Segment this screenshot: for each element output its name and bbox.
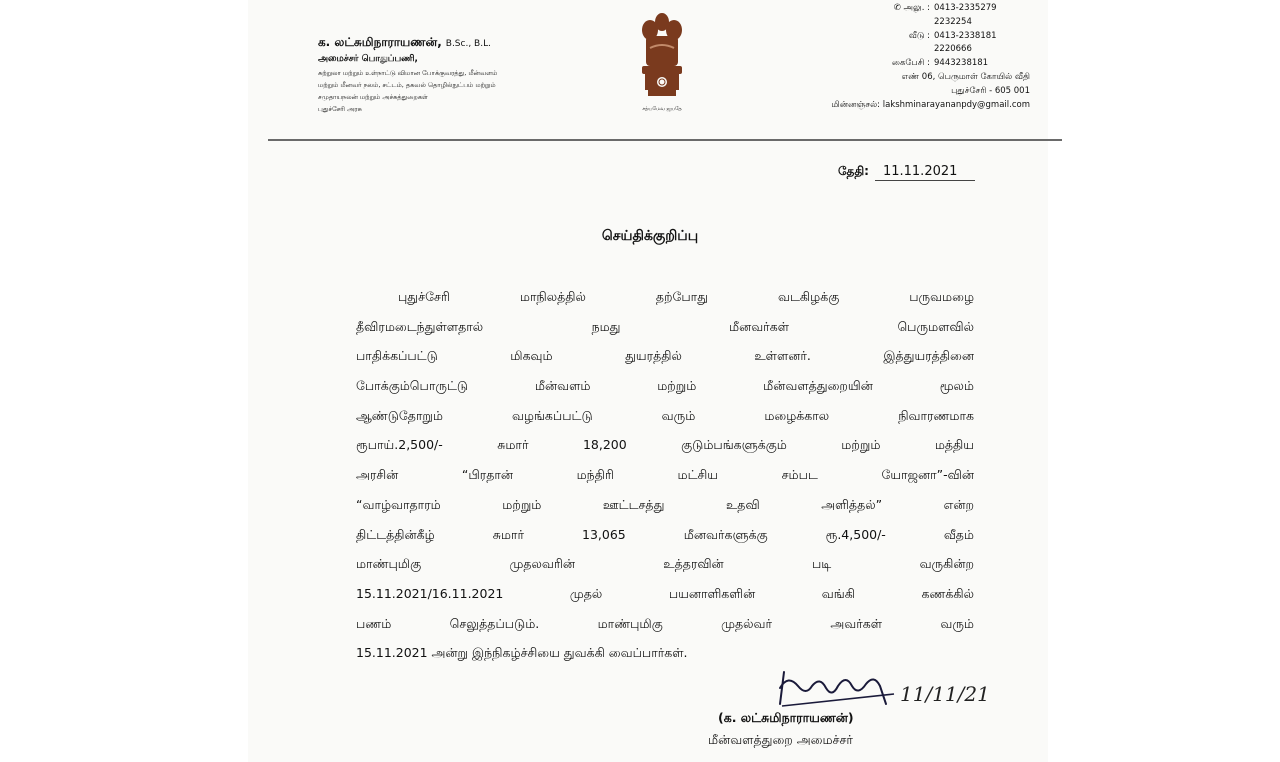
body-line: பாதிக்கப்பட்டு மிகவும் துயரத்தில் உள்ளனர். இத்துயரத்தினை bbox=[356, 348, 974, 364]
address-line: புதுச்சேரி - 605 001 bbox=[951, 85, 1030, 96]
body-line: திட்டத்தின்கீழ் சுமார் 13,065 மீனவர்களுக்கு ரூ.4,500/- வீதம் bbox=[356, 526, 974, 542]
document-title: செய்திக்குறிப்பு bbox=[601, 228, 699, 244]
minister-name bbox=[318, 34, 618, 52]
body-line: தீவிரமடைந்துள்ளதால் நமது மீனவர்கள் பெருமளவில் bbox=[356, 318, 974, 334]
contact-row bbox=[800, 2, 1030, 16]
portfolio-line: மற்றும் மீனவர் நலம், சட்டம், தகவல் தொழில்நுட்பம் மற்றும் bbox=[318, 81, 496, 89]
contact-row bbox=[800, 43, 1030, 57]
contact-label: ✆ அலு. : bbox=[893, 3, 930, 13]
body-line: அரசின் “பிரதான் மந்திரி மட்சிய சம்பட யோஜனா”-வின் bbox=[356, 467, 974, 483]
body-line: ரூபாய்.2,500/- சுமார் 18,200 குடும்பங்களுக்கும் மற்றும் மத்திய bbox=[356, 437, 974, 453]
body-line: பணம் செலுத்தப்படும். மாண்புமிகு முதல்வர் அவர்கள் வரும் bbox=[356, 615, 974, 631]
contact-value: 2220666 bbox=[934, 44, 972, 55]
handwritten-date: 11/11/21 bbox=[900, 682, 990, 706]
contact-value: 0413-2338181 bbox=[934, 30, 997, 41]
emblem-motto: சத்யமேவ ஜயதே bbox=[642, 106, 682, 112]
signatory-name: (க. லட்சுமிநாராயணன்) bbox=[718, 710, 854, 725]
state-emblem-icon bbox=[636, 8, 688, 118]
contact-value: 9443238181 bbox=[934, 58, 989, 69]
portfolio-list bbox=[318, 67, 628, 115]
contact-value: 0413-2335279 bbox=[934, 3, 997, 13]
body-line: ஆண்டுதோறும் வழங்கப்பட்டு வரும் மழைக்கால நிவாரணமாக bbox=[356, 407, 974, 423]
body-line: 15.11.2021/16.11.2021 முதல் பயனாளிகளின் வங்கி கணக்கில் bbox=[356, 585, 974, 601]
contact-row bbox=[800, 16, 1030, 30]
letterhead-contacts bbox=[800, 2, 1030, 112]
contact-row bbox=[800, 30, 1030, 44]
portfolio-line: சுற்றுலா மற்றும் உள்நாட்டு விமான போக்குவரத்து, மீன்வளம் bbox=[318, 69, 498, 77]
contact-label: கைபேசி : bbox=[891, 58, 930, 69]
press-release-body bbox=[356, 282, 974, 668]
address-line: எண் 06, பெருமாள் கோயில் வீதி bbox=[901, 71, 1030, 82]
body-line: மாண்புமிகு முதலவரின் உத்தரவின் படி வருகின்ற bbox=[356, 556, 974, 572]
minister-title: அமைச்சர் பொதுப்பணி, bbox=[318, 54, 418, 64]
signatory-designation: மீன்வளத்துறை அமைச்சர் bbox=[708, 732, 853, 747]
letterhead-left bbox=[318, 34, 618, 115]
date-label: தேதி: bbox=[838, 164, 869, 178]
minister-degrees: B.Sc., B.L. bbox=[445, 39, 491, 49]
contact-row bbox=[800, 57, 1030, 71]
contact-label: வீடு : bbox=[908, 30, 930, 41]
portfolio-line: புதுச்சேரி அரசு bbox=[318, 105, 362, 113]
date-block bbox=[838, 164, 975, 181]
date-value: 11.11.2021 bbox=[875, 164, 975, 181]
body-line: புதுச்சேரி மாநிலத்தில் தற்போது வடகிழக்கு பருவமழை bbox=[398, 289, 974, 304]
body-line: போக்கும்பொருட்டு மீன்வளம் மற்றும் மீன்வளத்துறையின் மூலம் bbox=[356, 378, 974, 394]
minister-name-text: க. லட்சுமிநாராயணன், bbox=[318, 35, 442, 49]
email-line: மின்னஞ்சல்: lakshminarayananpdy@gmail.com bbox=[831, 99, 1030, 110]
portfolio-line: சமுதாயநலன் மற்றும் அச்சுத்துறைகள் bbox=[318, 93, 428, 101]
header-divider bbox=[268, 139, 1062, 141]
body-line: “வாழ்வாதாரம் மற்றும் ஊட்டசத்து உதவி அளித்தல்” என்ற bbox=[356, 496, 974, 512]
contact-value: 2232254 bbox=[934, 16, 972, 27]
body-line: 15.11.2021 அன்று இந்நிகழ்ச்சியை துவக்கி வைப்பார்கள். bbox=[356, 645, 688, 661]
